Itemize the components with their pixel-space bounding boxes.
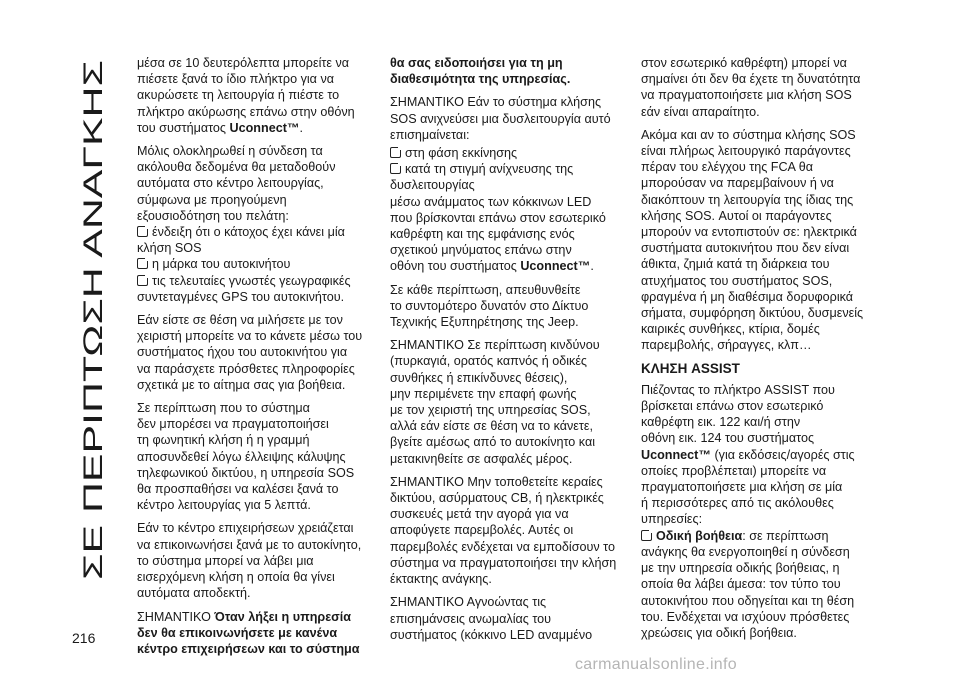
text-span: κατά τη στιγμή ανίχνευσης της (405, 162, 574, 177)
text-line (390, 71, 626, 87)
paragraph (390, 594, 626, 643)
text-line: Πιέζοντας το πλήκτρο ASSIST που (641, 382, 835, 397)
watermark: carmanualsonline.info (575, 656, 737, 673)
text-line: στον εσωτερικό καθρέφτη) μπορεί να (641, 56, 847, 70)
text-line: ΣΗΜΑΝΤΙΚΟ Σε περίπτωση κινδύνου (390, 338, 600, 353)
section-title (72, 40, 112, 580)
text-line (137, 120, 373, 136)
text-line: ατυχήματος του συστήματος SOS, (641, 273, 833, 288)
column-2 (390, 55, 626, 650)
text-line: κλήσης SOS. Αυτοί οι παράγοντες (641, 208, 832, 223)
text-line: πιέσετε ξανά το ίδιο πλήκτρο για να (137, 72, 335, 87)
paragraph (137, 55, 373, 136)
text-line: σημαίνει ότι δεν θα έχετε τη δυνατότητα (641, 72, 861, 87)
bold-text: θα σας ειδοποιήσει για τη μη (390, 56, 563, 70)
text-line: είναι πλήρως λειτουργικό παράγοντες (641, 144, 851, 159)
text-line (390, 55, 626, 71)
text-line: επισημαίνεται: (390, 127, 470, 142)
text-line: υπηρεσίες: (641, 512, 703, 527)
text-line: να παράσχετε πρόσθετες πληροφορίες (137, 361, 355, 376)
uconnect-label: Uconnect™ (641, 447, 711, 462)
text-line: οποία θα λάβει άμεσα: τον τύπο του (641, 577, 841, 592)
text-line: μέσα σε 10 δευτερόλεπτα μπορείτε να (137, 56, 350, 70)
text-line: δικτύου, ασύρματους CB, ή ηλεκτρικές (390, 491, 604, 506)
paragraph (137, 143, 373, 224)
text-line: βγείτε αμέσως από το αυτοκίνητο και (390, 435, 596, 450)
text-line: οθόνη εικ. 124 του συστήματος (641, 431, 815, 446)
text-span: ένδειξη ότι ο κάτοχος έχει κάνει μία (152, 225, 345, 240)
text-line: παρεμβολές ενδέχεται να εμποδίσουν το (390, 539, 615, 554)
text-line: το σύστημα μπορεί να λάβει μια (137, 553, 314, 568)
text-line: με την υπηρεσία οδικής βοήθειας, η (641, 561, 840, 576)
text-line (390, 258, 626, 274)
text-line: ΣΗΜΑΝΤΙΚΟ Εάν το σύστημα κλήσης (390, 95, 602, 110)
text-line: μέσω ανάμματος των κόκκινων LED (390, 194, 592, 209)
paragraph (390, 194, 626, 275)
text-line: πέραν του ελέγχου της FCA θα (641, 160, 814, 175)
text-line: συστήματα αυτοκινήτου που δεν είναι (641, 241, 850, 256)
text-line: ακόλουθα δεδομένα θα μεταδοθούν (137, 160, 336, 175)
text-line: βρίσκεται επάνω στον εσωτερικό (641, 399, 824, 414)
text-line (390, 145, 626, 161)
text-line: μπορούν να εντοπιστούν σε: ηλεκτρικά (641, 225, 857, 240)
paragraph (390, 337, 626, 467)
text-line (641, 447, 877, 463)
paragraph (137, 520, 373, 601)
text-line: καθρέφτη εικ. 122 και/ή στην (641, 415, 801, 430)
text-line: συντεταγμένες GPS του αυτοκινήτου. (137, 289, 345, 304)
text-line: πραγματοποιήσετε μια κλήση σε μία (641, 480, 843, 495)
text-line: συνθήκες ή επικίνδυνες θέσεις), (390, 370, 568, 385)
text-span: τις τελευταίες γνωστές γεωγραφικές (152, 273, 351, 288)
bullet-icon (137, 275, 148, 286)
text-line: συστήματος (κόκκινο LED αναμμένο (390, 627, 593, 642)
text-line: Εάν το κέντρο επιχειρήσεων χρειάζεται (137, 521, 354, 536)
text-line: τηλεφωνικού δικτύου, η υπηρεσία SOS (137, 465, 355, 480)
bullet-item (137, 256, 373, 272)
text-line: σύστημα να πραγματοποιήσει την κλήση (390, 555, 617, 570)
text-line (137, 273, 373, 289)
text-span: : σε περίπτωση (742, 528, 829, 543)
text-line: του. Ενδέχεται να ισχύουν πρόσθετες (641, 609, 850, 624)
text-span: του συστήματος (137, 120, 230, 135)
text-line: αυτόματα αποδεκτή. (137, 586, 251, 601)
text-line: που βρίσκονται επάνω στον εσωτερικό (390, 210, 606, 225)
text-line (641, 528, 877, 544)
paragraph (641, 55, 877, 120)
text-line: φραγμένα ή μη διαθέσιμα δορυφορικά (641, 289, 854, 304)
bullet-item (390, 161, 626, 193)
bullet-item (137, 224, 373, 256)
text-line: μετακινηθείτε σε ασφαλές μέρος. (390, 451, 573, 466)
text-line: κέντρο λειτουργίας για 5 λεπτά. (137, 498, 311, 513)
important-note (390, 55, 626, 87)
uconnect-label: Uconnect™ (229, 120, 300, 135)
column-1 (137, 55, 373, 664)
bold-text: διαθεσιμότητα της υπηρεσίας. (390, 72, 571, 87)
text-line: να πραγματοποιήσετε μια κλήση SOS (641, 88, 852, 103)
paragraph (390, 94, 626, 143)
text-line: Εάν είστε σε θέση να μιλήσετε με τον (137, 313, 343, 328)
text-line: ΣΗΜΑΝΤΙΚΟ Αγνοώντας τις (390, 595, 547, 610)
paragraph (137, 400, 373, 513)
text-span: . (299, 120, 303, 135)
text-line: επισημάνσεις ανωμαλίας του (390, 611, 552, 626)
text-line (137, 625, 373, 641)
paragraph (641, 382, 877, 528)
text-line: αλλά εάν είστε σε θέση να το κάνετε, (390, 419, 594, 434)
text-line: σύμφωνα με προηγούμενη (137, 192, 287, 207)
text-line: (πυρκαγιά, ορατός καπνός ή οδικές (390, 354, 588, 369)
bullet-item (390, 145, 626, 161)
text-line (137, 609, 373, 625)
text-line: Σε περίπτωση που το σύστημα (137, 401, 310, 416)
text-line: ή περισσότερες από τις ακόλουθες (641, 496, 834, 511)
text-line: εάν είναι απαραίτητο. (641, 104, 760, 119)
text-span: . (590, 259, 594, 274)
text-line: μπορούσαν να παρεμβαίνουν ή να (641, 176, 834, 191)
text-span: στη φάση εκκίνησης (405, 146, 518, 161)
section-title-text: ΣΕ ΠΕΡΙΠΤΩΣΗ ΑΝΑΓΚΗΣ (78, 252, 108, 580)
text-line: μην περιμένετε την επαφή φωνής (390, 386, 577, 401)
uconnect-label: Uconnect™ (520, 259, 591, 274)
bullet-item (641, 528, 877, 641)
text-line: παρεμβολής, σήραγγες, κλπ… (641, 338, 812, 353)
text-line: σχετικού μηνύματος επάνω στην (390, 243, 572, 258)
text-line: ακυρώσετε τη λειτουργία ή πιέστε το (137, 88, 340, 103)
text-line: ανάγκης θα ενεργοποιηθεί η σύνδεση (641, 544, 850, 559)
important-note (137, 609, 373, 658)
bold-text: Όταν λήξει η υπηρεσία (214, 609, 352, 624)
bullet-icon (137, 258, 148, 269)
bold-text: Οδική βοήθεια (656, 528, 743, 543)
text-line: σήματα, συμφόρηση δικτύου, δυσμενείς (641, 306, 864, 321)
text-line: τη φωνητική κλήση ή η γραμμή (137, 433, 310, 448)
bold-text: κέντρο επιχειρήσεων και το σύστημα (137, 641, 360, 656)
bullet-icon (641, 530, 652, 541)
text-line: αποσυνδεθεί λόγω έλλειψης κάλυψης (137, 449, 346, 464)
text-line: Σε κάθε περίπτωση, απευθυνθείτε (390, 282, 581, 297)
text-line: αυτόματα στο κέντρο λειτουργίας, (137, 176, 324, 191)
text-span: (για εκδόσεις/αγορές στις (710, 447, 855, 462)
text-line (137, 641, 373, 657)
text-line: χρεώσεις για οδική βοήθεια. (641, 625, 797, 640)
text-line: άθικτα, ζημιά κατά τη διάρκεια του (641, 257, 830, 272)
bullet-item (137, 273, 373, 305)
text-line: σχετικά με το αίτημα σας για βοήθεια. (137, 377, 346, 392)
text-span: η μάρκα του αυτοκινήτου (152, 257, 291, 272)
bullet-icon (390, 163, 401, 174)
text-line (137, 224, 373, 240)
text-line: Ακόμα και αν το σύστημα κλήσης SOS (641, 127, 856, 142)
paragraph (137, 312, 373, 393)
page-number: 216 (72, 630, 96, 646)
text-line: να επικοινωνήσει ξανά με το αυτοκίνητο, (137, 537, 362, 552)
paragraph (390, 474, 626, 587)
text-line: συστήματος ήχου του αυτοκινήτου για (137, 345, 348, 360)
text-line: το συντομότερο δυνατόν στο Δίκτυο (390, 298, 589, 313)
text-line: καιρικές συνθήκες, κτίρια, δομές (641, 322, 820, 337)
text-line: χειριστή μπορείτε να το κάνετε μέσω του (137, 329, 363, 344)
bullet-icon (137, 226, 148, 237)
text-span: ΣΗΜΑΝΤΙΚΟ (137, 609, 215, 624)
text-line (137, 256, 373, 272)
text-line: καθρέφτη και της εμφάνισης ενός (390, 227, 575, 242)
text-line (390, 161, 626, 177)
bullet-icon (390, 147, 401, 158)
text-line: Τεχνικής Εξυπηρέτησης της Jeep. (390, 315, 579, 330)
text-line: κλήση SOS (137, 241, 202, 256)
text-line: διακόπτουν τη λειτουργία της ίδιας της (641, 192, 854, 207)
text-line: πλήκτρο ακύρωσης επάνω στην οθόνη (137, 104, 355, 119)
text-line: θα προσπαθήσει να καλέσει ξανά το (137, 482, 339, 497)
bold-text: δεν θα επικοινωνήσετε με κανένα (137, 625, 338, 640)
text-line: οποίες προβλέπεται) μπορείτε να (641, 463, 827, 478)
text-line: συσκευές μετά την αγορά για να (390, 507, 569, 522)
text-line: με τον χειριστή της υπηρεσίας SOS, (390, 403, 591, 418)
text-line: αυτοκινήτου που οδηγείται και τη θέση (641, 593, 855, 608)
text-line: δυσλειτουργίας (390, 178, 475, 193)
text-line: δεν μπορέσει να πραγματοποιήσει (137, 417, 329, 432)
paragraph (390, 282, 626, 331)
section-heading: ΚΛΗΣΗ ASSIST (641, 360, 740, 376)
column-3 (641, 55, 877, 641)
text-line: Μόλις ολοκληρωθεί η σύνδεση τα (137, 144, 323, 159)
text-span: οθόνη του συστήματος (390, 259, 521, 274)
text-line: SOS ανιχνεύσει μια δυσλειτουργία αυτό (390, 111, 611, 126)
text-line: αποφύγετε παρεμβολές. Αυτές οι (390, 523, 574, 538)
text-line: εξουσιοδότηση του πελάτη: (137, 208, 289, 223)
text-line: ΣΗΜΑΝΤΙΚΟ Μην τοποθετείτε κεραίες (390, 474, 603, 489)
text-line: εισερχόμενη κλήση η οποία θα γίνει (137, 570, 335, 585)
paragraph (641, 127, 877, 354)
text-line: έκτακτης ανάγκης. (390, 572, 492, 587)
